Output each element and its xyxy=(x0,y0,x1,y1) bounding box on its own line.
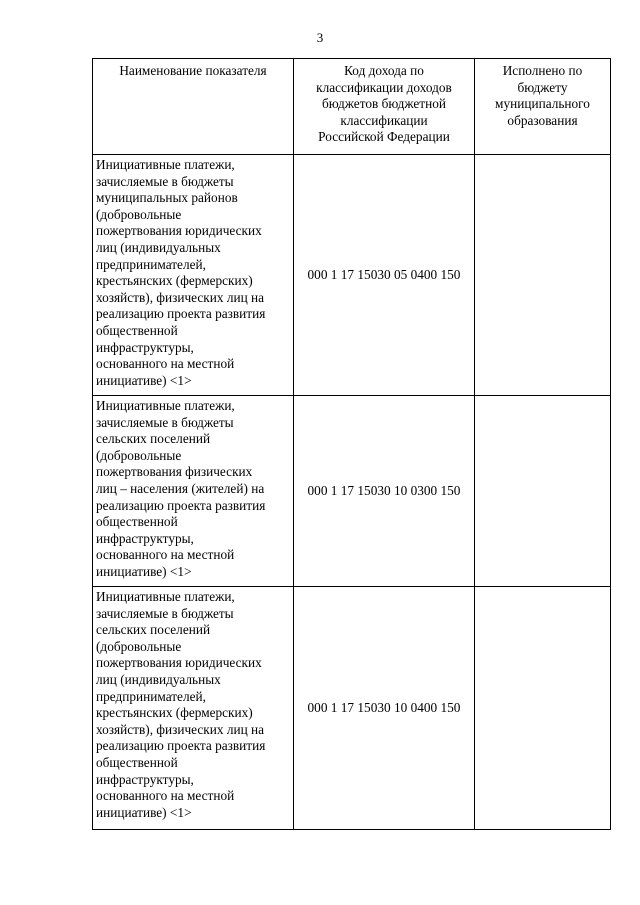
table-row xyxy=(93,155,611,396)
name-line: общественной xyxy=(96,514,178,530)
income-code-cell: 000 1 17 15030 05 0400 150 xyxy=(294,155,475,396)
header-indicator-name xyxy=(93,59,294,155)
name-line: зачисляемые в бюджеты xyxy=(96,605,234,621)
name-line: сельских поселений xyxy=(96,622,211,638)
name-line: пожертвования физических xyxy=(96,464,253,480)
income-code-cell: 000 1 17 15030 10 0400 150 xyxy=(294,587,475,830)
header-line: бюджету xyxy=(517,79,568,95)
header-line: классификации доходов xyxy=(316,79,452,95)
indicator-name-cell xyxy=(93,587,294,830)
header-line: Российской Федерации xyxy=(318,129,450,145)
name-line: общественной xyxy=(96,754,178,770)
table-row xyxy=(93,587,611,830)
name-line: сельских поселений xyxy=(96,431,211,447)
executed-amount-cell xyxy=(475,587,611,830)
name-line: лиц (индивидуальных xyxy=(96,239,221,255)
name-line: инфраструктуры, xyxy=(96,530,194,546)
name-line: Инициативные платежи, xyxy=(96,157,235,172)
name-line: Инициативные платежи, xyxy=(96,398,235,413)
name-line: хозяйств), физических лиц на xyxy=(96,721,265,737)
name-line: предпринимателей, xyxy=(96,256,206,272)
name-line: инициативе) <1> xyxy=(96,804,192,820)
name-line: лиц – населения (жителей) на xyxy=(96,480,265,496)
name-line: крестьянских (фермерских) xyxy=(96,273,253,289)
executed-amount-cell xyxy=(475,155,611,396)
name-line: инициативе) <1> xyxy=(96,563,192,579)
name-line: муниципальных районов xyxy=(96,190,238,206)
header-line: образования xyxy=(507,112,578,128)
name-line: основанного на местной xyxy=(96,788,235,804)
name-line: Инициативные платежи, xyxy=(96,589,235,604)
header-line: классификации xyxy=(340,112,428,128)
name-line: (добровольные xyxy=(96,447,182,463)
header-executed xyxy=(475,59,611,155)
name-line: реализацию проекта развития xyxy=(96,738,266,754)
name-line: пожертвования юридических xyxy=(96,223,262,239)
name-line: зачисляемые в бюджеты xyxy=(96,173,234,189)
name-line: реализацию проекта развития xyxy=(96,497,266,513)
indicator-name-cell xyxy=(93,396,294,587)
name-line: лиц (индивидуальных xyxy=(96,671,221,687)
page-number: 3 xyxy=(316,30,324,45)
executed-amount-cell xyxy=(475,396,611,587)
name-line: хозяйств), физических лиц на xyxy=(96,289,265,305)
income-code-cell: 000 1 17 15030 10 0300 150 xyxy=(294,396,475,587)
name-line: инфраструктуры, xyxy=(96,339,194,355)
indicator-name-cell xyxy=(93,155,294,396)
name-line: (добровольные xyxy=(96,638,182,654)
income-table xyxy=(92,58,611,830)
name-line: крестьянских (фермерских) xyxy=(96,705,253,721)
table-header-row xyxy=(93,59,611,155)
header-line: Код дохода по xyxy=(344,63,424,78)
name-line: пожертвования юридических xyxy=(96,655,262,671)
header-line: Наименование показателя xyxy=(119,63,267,78)
header-income-code xyxy=(294,59,475,155)
name-line: зачисляемые в бюджеты xyxy=(96,414,234,430)
name-line: (добровольные xyxy=(96,206,182,222)
header-line: муниципального xyxy=(495,96,590,112)
header-line: бюджетов бюджетной xyxy=(322,96,446,112)
name-line: инициативе) <1> xyxy=(96,372,192,388)
name-line: реализацию проекта развития xyxy=(96,306,266,322)
name-line: основанного на местной xyxy=(96,547,235,563)
name-line: предпринимателей, xyxy=(96,688,206,704)
header-line: Исполнено по xyxy=(502,63,583,78)
table-row xyxy=(93,396,611,587)
name-line: инфраструктуры, xyxy=(96,771,194,787)
name-line: основанного на местной xyxy=(96,356,235,372)
name-line: общественной xyxy=(96,322,178,338)
